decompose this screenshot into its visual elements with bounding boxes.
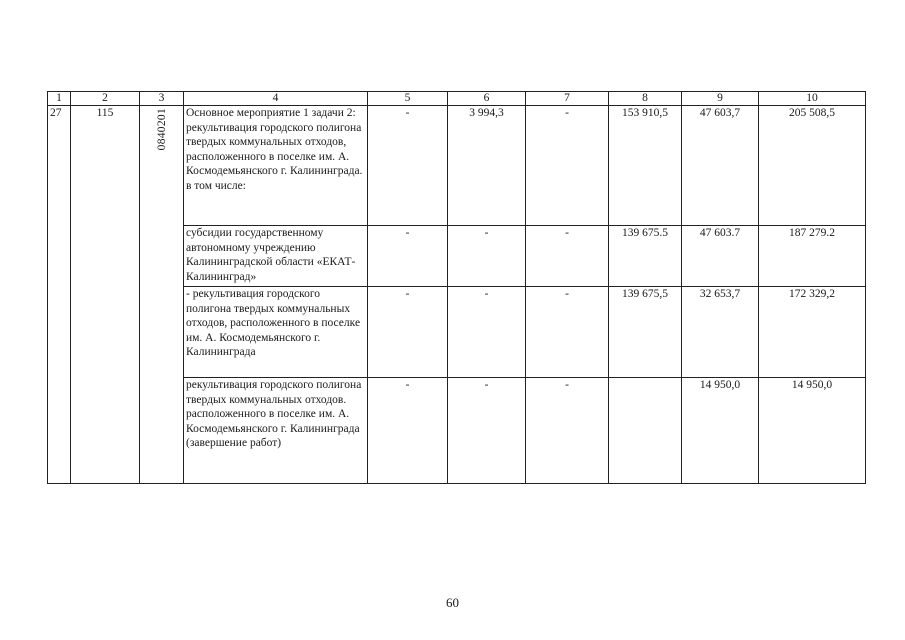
col-header-6: 6 <box>448 92 526 106</box>
value-cell-9: 47 603.7 <box>682 226 759 287</box>
value-cell-5: - <box>368 378 448 484</box>
value-cell-9: 32 653,7 <box>682 287 759 378</box>
col-header-3: 3 <box>140 92 184 106</box>
value-cell-8: 139 675,5 <box>609 287 682 378</box>
value-cell-9: 14 950,0 <box>682 378 759 484</box>
col-header-1: 1 <box>48 92 71 106</box>
budget-table <box>47 91 866 484</box>
value-cell-7: - <box>526 378 609 484</box>
value-cell-8 <box>609 378 682 484</box>
description-cell: - рекультивация городского полигона твердых коммунальных отходов, расположенного в поселке им. А. Космодемьянского г. Калининграда <box>184 287 368 378</box>
description-cell: субсидии государственному автономному учреждению Калининградской области «ЕКАТ-Калининград» <box>184 226 368 287</box>
col-header-5: 5 <box>368 92 448 106</box>
value-cell-5: - <box>368 287 448 378</box>
value-cell-7: - <box>526 226 609 287</box>
description-cell: рекультивация городского полигона твердых коммунальных отходов. расположенного в поселке им. А. Космодемьянского г. Калининграда (завершение работ) <box>184 378 368 484</box>
code-cell: 115 <box>71 106 140 484</box>
value-cell-7: - <box>526 287 609 378</box>
row-number-cell: 27 <box>48 106 71 484</box>
value-cell-5: - <box>368 226 448 287</box>
budget-code-vertical-text: 0840201 <box>155 108 168 151</box>
value-cell-7: - <box>526 106 609 226</box>
budget-code-cell <box>140 106 184 484</box>
value-cell-10: 172 329,2 <box>759 287 866 378</box>
value-cell-8: 139 675.5 <box>609 226 682 287</box>
table-row <box>48 106 866 226</box>
description-cell: Основное мероприятие 1 задачи 2: рекультивация городского полигона твердых коммунальных отходов, расположенного в поселке им. А. Космодемьянского г. Калининграда. в том числе: <box>184 106 368 226</box>
value-cell-5: - <box>368 106 448 226</box>
col-header-9: 9 <box>682 92 759 106</box>
col-header-7: 7 <box>526 92 609 106</box>
value-cell-6: - <box>448 226 526 287</box>
value-cell-8: 153 910,5 <box>609 106 682 226</box>
value-cell-10: 205 508,5 <box>759 106 866 226</box>
value-cell-10: 187 279.2 <box>759 226 866 287</box>
value-cell-10: 14 950,0 <box>759 378 866 484</box>
page-number: 60 <box>446 595 459 610</box>
col-header-4: 4 <box>184 92 368 106</box>
value-cell-6: - <box>448 378 526 484</box>
value-cell-6: 3 994,3 <box>448 106 526 226</box>
col-header-2: 2 <box>71 92 140 106</box>
col-header-10: 10 <box>759 92 866 106</box>
header-row <box>48 92 866 106</box>
value-cell-6: - <box>448 287 526 378</box>
col-header-8: 8 <box>609 92 682 106</box>
value-cell-9: 47 603,7 <box>682 106 759 226</box>
